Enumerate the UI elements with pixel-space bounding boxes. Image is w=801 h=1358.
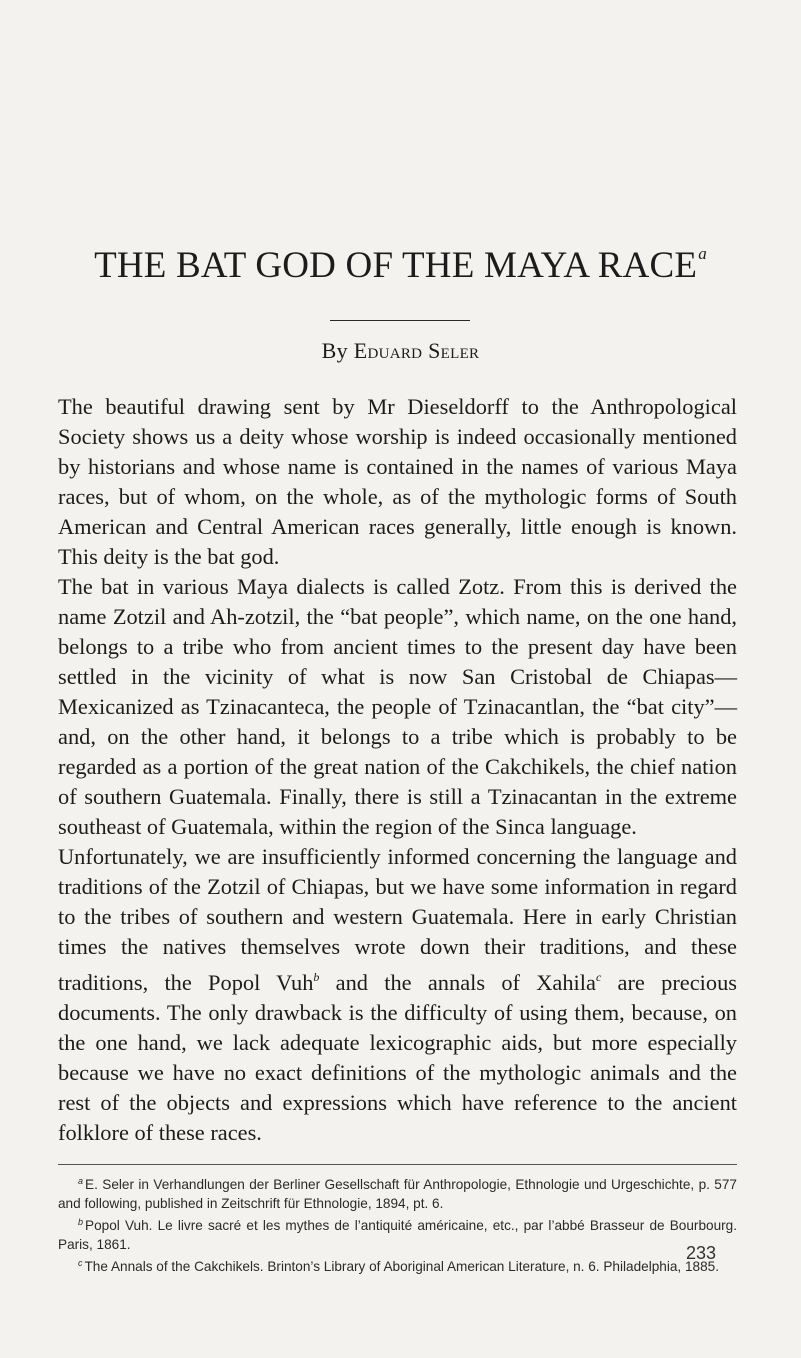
footnote-ref-b[interactable]: b xyxy=(313,970,320,984)
footnote-c-marker: c xyxy=(78,1258,83,1268)
article-body xyxy=(58,392,737,1148)
footnote-c-text: The Annals of the Cakchikels. Brinton’s Library of Aboriginal American Literature, n. 6. Philadelphia, 1885. xyxy=(84,1259,719,1274)
author-name: Eduard Seler xyxy=(353,338,480,363)
paragraph-3-text-b: and the annals of Xahila xyxy=(319,970,596,995)
paragraph-3 xyxy=(58,842,737,1148)
paragraph-2-text: The bat in various Maya dialects is called Zotz. From this is derived the name Zotzil and Ah-zotzil, the “bat people”, which name, on the one hand, belongs to a tribe who from ancient times to the present day have been settled in the vicinity of what is now San Cristobal de Chiapas—Mexicanized as Tzinacanteca, the people of Tzinacantlan, the “bat city”—and, on the other hand, it belongs to a tribe which is probably to be regarded as a portion of the great nation of the Cakchikels, the chief nation of southern Guatemala. Finally, there is still a Tzinacantan in the extreme southeast of Guatemala, within the region of the Sinca language. xyxy=(58,574,737,839)
byline xyxy=(0,338,801,364)
footnote-a-text: E. Seler in Verhandlungen der Berliner Gesellschaft für Anthropologie, Ethnologie und Urgeschichte, p. 577 and following, published in Zeitschrift für Ethnologie, 1894, pt. 6. xyxy=(58,1177,737,1211)
article-title xyxy=(0,244,801,287)
footnote-c xyxy=(58,1254,737,1277)
footnotes xyxy=(58,1172,737,1277)
title-footnote-marker: a xyxy=(698,244,707,263)
footnote-b xyxy=(58,1213,737,1254)
paragraph-3-text-c: are precious documents. The only drawback is the difficulty of using them, because, on the one hand, we lack adequate lexicographic aids, but more especially because we have no exact definitions of the mythologic animals and the rest of the objects and expressions which have reference to the ancient folklore of these races. xyxy=(58,970,737,1145)
footnote-ref-c[interactable]: c xyxy=(595,970,602,984)
paragraph-1-text: The beautiful drawing sent by Mr Dieseldorff to the Anthropological Society shows us a deity whose worship is indeed occasionally mentioned by historians and whose name is contained in the names of various Maya races, but of whom, on the whole, as of the mythologic forms of South American and Central American races generally, little enough is known. This deity is the bat god. xyxy=(58,394,737,569)
footnote-divider xyxy=(58,1164,737,1165)
byline-prefix: By xyxy=(321,338,348,363)
paragraph-2 xyxy=(58,572,737,842)
footnote-a-marker: a xyxy=(78,1176,84,1186)
paragraph-1 xyxy=(58,392,737,572)
article-title-text: THE BAT GOD OF THE MAYA RACE xyxy=(94,245,698,286)
footnote-b-marker: b xyxy=(78,1217,84,1227)
footnote-b-text: Popol Vuh. Le livre sacré et les mythes de l’antiquité américaine, etc., par l’abbé Brasseur de Bourbourg. Paris, 1861. xyxy=(58,1218,737,1252)
title-divider xyxy=(330,320,470,321)
footnote-a xyxy=(58,1172,737,1213)
paragraph-3-text-a: Unfortunately, we are insufficiently informed concerning the language and traditions of the Zotzil of Chiapas, but we have some information in regard to the tribes of southern and western Guatemala. Here in early Christian times the natives themselves wrote down their traditions, and these traditions, the Popol Vuh xyxy=(58,844,737,995)
page-number: 233 xyxy=(686,1243,717,1263)
